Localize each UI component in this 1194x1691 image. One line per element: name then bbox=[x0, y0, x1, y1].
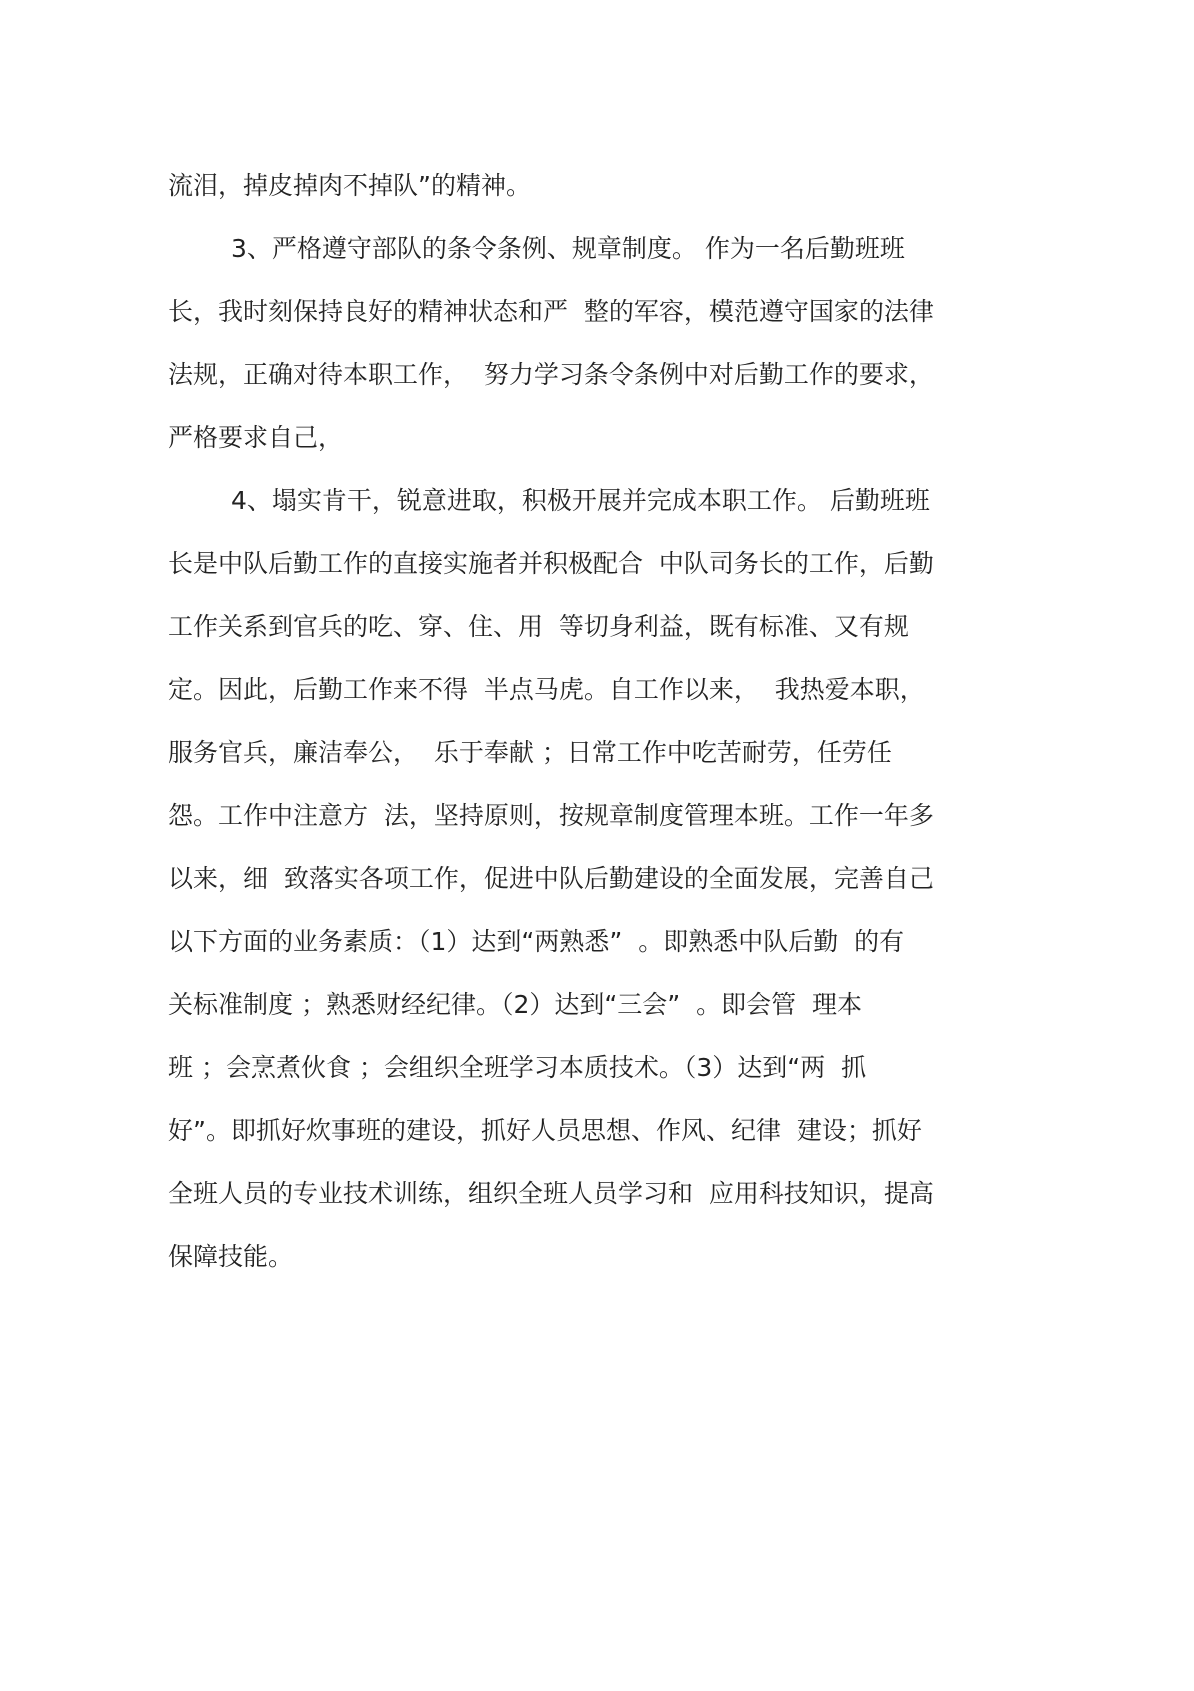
text-line: 保障技能。 bbox=[168, 1242, 294, 1271]
text-line: 长是中队后勤工作的直接实施者并积极配合 中队司务长的工作，后勤 bbox=[168, 549, 934, 578]
text-line: 以来，细 致落实各项工作，促进中队后勤建设的全面发展，完善自己 bbox=[168, 864, 934, 893]
text-line: 全班人员的专业技术训练，组织全班人员学习和 应用科技知识，提高 bbox=[168, 1179, 934, 1208]
text-line: 班 ；会烹煮伙食 ；会组织全班学习本质技术。（3）达到“两 抓 bbox=[168, 1053, 867, 1082]
text-line: 严格要求自己， bbox=[168, 423, 344, 452]
text-line: 关标准制度 ；熟悉财经纪律。（2）达到“三会” 。即会管 理本 bbox=[168, 990, 863, 1019]
text-line: 工作关系到官兵的吃、穿、住、用 等切身利益，既有标准、又有规 bbox=[168, 612, 909, 641]
text-line: 服务官兵，廉洁奉公， 乐于奉献 ；日常工作中吃苦耐劳，任劳任 bbox=[168, 738, 892, 767]
text-line: 4、塌实肯干，锐意进取，积极开展并完成本职工作。 后勤班班 bbox=[231, 486, 930, 515]
text-line: 定。因此，后勤工作来不得 半点马虎。自工作以来， 我热爱本职， bbox=[168, 675, 925, 704]
text-line: 以下方面的业务素质：（1）达到“两熟悉” 。即熟悉中队后勤 的有 bbox=[168, 927, 905, 956]
text-line: 好”。即抓好炊事班的建设，抓好人员思想、作风、纪律 建设；抓好 bbox=[168, 1116, 922, 1145]
text-line: 长，我时刻保持良好的精神状态和严 整的军容，模范遵守国家的法律 bbox=[168, 297, 934, 326]
text-line: 3、严格遵守部队的条令条例、规章制度。 作为一名后勤班班 bbox=[231, 234, 905, 263]
document-body bbox=[168, 154, 1020, 1288]
text-line: 法规，正确对待本职工作， 努力学习条令条例中对后勤工作的要求， bbox=[168, 360, 934, 389]
text-line: 怨。工作中注意方 法，坚持原则，按规章制度管理本班。工作一年多 bbox=[168, 801, 934, 830]
text-line: 流泪，掉皮掉肉不掉队”的精神。 bbox=[168, 171, 531, 200]
